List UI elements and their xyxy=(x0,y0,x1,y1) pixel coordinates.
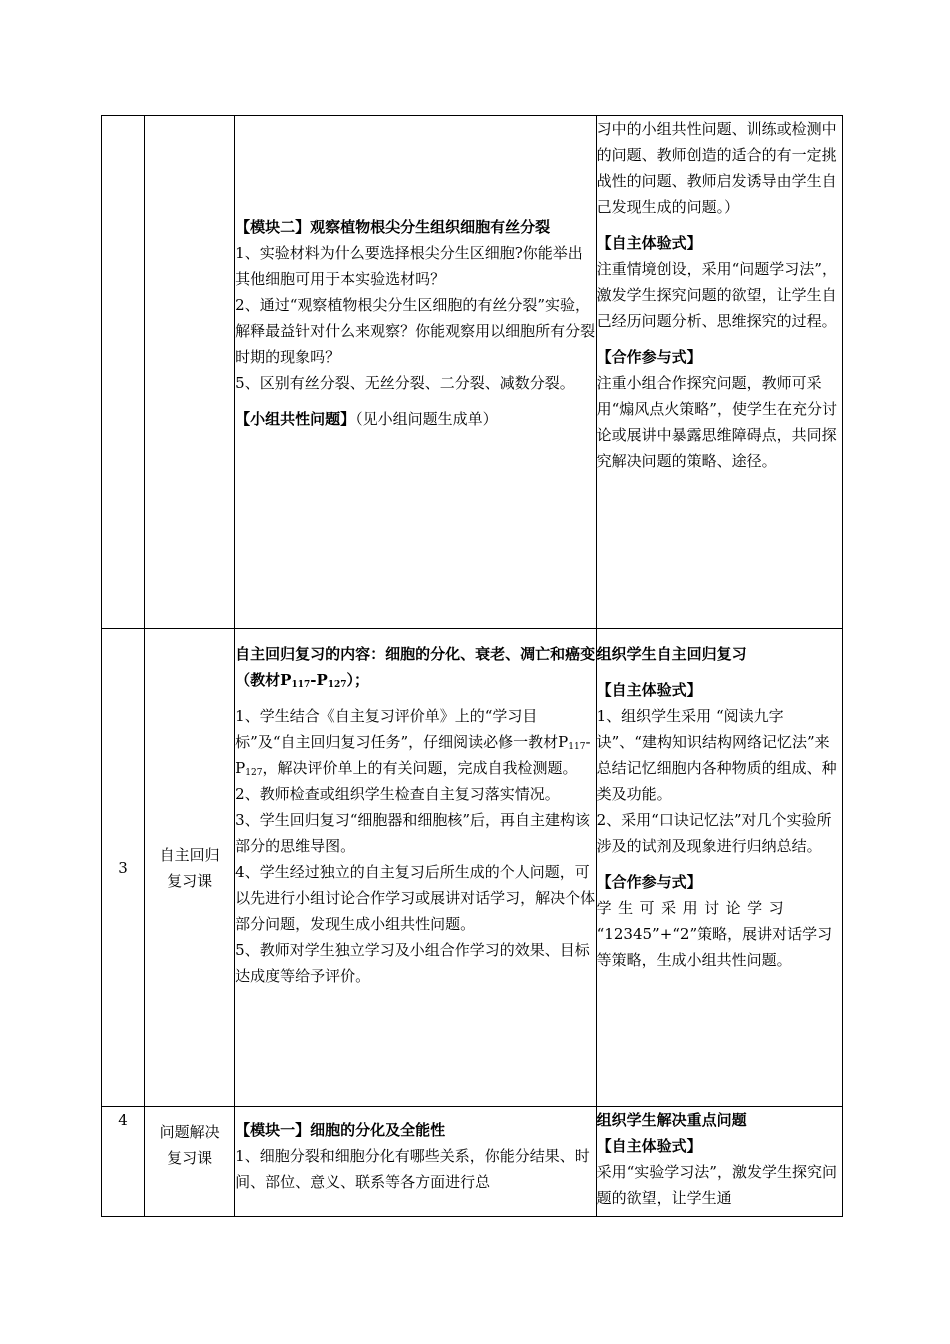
self-experience-text: 注重情境创设，采用“问题学习法”，激发学生探究问题的欲望，让学生自己经历问题分析、思维探究的过程。 xyxy=(596,260,837,330)
table-row-self-review xyxy=(102,629,843,1107)
self-experience-heading: 【自主体验式】 xyxy=(596,234,702,252)
stage-label-line-1: 问题解决 xyxy=(159,1123,220,1141)
cooperation-text: 注重小组合作探究问题，教师可采用“煽风点火策略”，使学生在充分讨论或展讲中暴露思维障碍点，共同探究解决问题的策略、途径。 xyxy=(596,374,837,470)
page-sub-start: 117 xyxy=(291,680,311,690)
self-experience-heading: 【自主体验式】 xyxy=(596,1137,702,1155)
method-cell xyxy=(596,1107,842,1217)
method-title: 组织学生自主回归复习 xyxy=(596,645,747,663)
method-continuation: 习中的小组共性问题、训练或检测中的问题、教师创造的适合的有一定挑战性的问题、教师启发诱导由学生自己发现生成的问题。） xyxy=(596,120,837,216)
lesson-plan-table xyxy=(101,115,843,1217)
row-number: 4 xyxy=(118,1111,128,1129)
page-sub-end: 127 xyxy=(327,680,347,690)
step-1-text-end: ，解决评价单上的有关问题，完成自我检测题。 xyxy=(262,759,578,777)
method-cell xyxy=(596,116,842,629)
self-experience-text: 采用“实验学习法”，激发学生探究问题的欲望，让学生通 xyxy=(596,1163,837,1207)
table-row-module-2 xyxy=(102,116,843,629)
cooperation-text-rest: “12345”+“2”策略，展讲对话学习等策略，生成小组共性问题。 xyxy=(596,925,833,969)
step-1-sub-end: 127 xyxy=(245,768,263,778)
review-title-end: ）； xyxy=(346,671,370,689)
stage-cell xyxy=(145,116,235,629)
question-1: 1、细胞分裂和细胞分化有哪些关系，你能分结果、时间、部位、意义、联系等各方面进行总 xyxy=(235,1147,590,1191)
content-cell xyxy=(235,1107,596,1217)
stage-label-line-2: 复习课 xyxy=(167,871,213,890)
review-title-dash: -P xyxy=(310,671,328,689)
table-row-problem-solving xyxy=(102,1107,843,1217)
cooperation-text-spread: 学生可采用讨论学习 xyxy=(596,899,791,917)
content-cell xyxy=(235,629,596,1107)
method-title: 组织学生解决重点问题 xyxy=(596,1111,747,1129)
cooperation-heading: 【合作参与式】 xyxy=(596,873,702,891)
review-title-text: 自主回归复习的内容：细胞的分化、衰老、凋亡和癌变（教材P xyxy=(235,645,596,689)
step-5: 5、教师对学生独立学习及小组合作学习的效果、目标达成度等给予评价。 xyxy=(235,941,590,985)
step-1-text: 1、学生结合《自主复习评价单》上的“学习目标”及“自主回归复习任务”，仔细阅读必修一教材P xyxy=(235,707,569,751)
question-1: 1、实验材料为什么要选择根尖分生区细胞?你能举出其他细胞可用于本实验选材吗？ xyxy=(235,244,583,288)
method-cell xyxy=(596,629,842,1107)
self-experience-step-1: 1、组织学生采用 “阅读九字诀”、“建构知识结构网络记忆法”来总结记忆细胞内各种物质的组成、种类及功能。 xyxy=(596,707,837,803)
step-4: 4、学生经过独立的自主复习后所生成的个人问题，可以先进行小组讨论合作学习或展讲对话学习，解决个体部分问题，发现生成小组共性问题。 xyxy=(235,863,596,933)
cooperation-heading: 【合作参与式】 xyxy=(596,348,702,366)
row-number: 3 xyxy=(118,858,128,877)
self-experience-step-2: 2、采用“口诀记忆法”对几个实验所涉及的试剂及现象进行归纳总结。 xyxy=(596,811,832,855)
self-experience-heading: 【自主体验式】 xyxy=(596,681,702,699)
step-1 xyxy=(235,703,595,781)
row-number-cell xyxy=(102,116,145,629)
group-question-label: 【小组共性问题】 xyxy=(235,410,356,428)
question-2: 2、通过“观察植物根尖分生区细胞的有丝分裂”实验，解释最益针对什么来观察？你能观察用以细胞所有分裂时期的现象吗？ xyxy=(235,296,596,366)
cooperation-text xyxy=(597,895,842,973)
module-title: 【模块一】细胞的分化及全能性 xyxy=(235,1121,446,1139)
group-question-line xyxy=(235,406,595,432)
row-number-cell xyxy=(102,1107,145,1217)
question-5: 5、区别有丝分裂、无丝分裂、二分裂、减数分裂。 xyxy=(235,374,575,392)
step-1-sub-start: 117 xyxy=(568,742,586,752)
stage-label-line-1: 自主回归 xyxy=(159,845,220,864)
step-1-dash: -P xyxy=(235,733,591,777)
step-3: 3、学生回归复习“细胞器和细胞核”后，再自主建构该部分的思维导图。 xyxy=(235,811,591,855)
content-cell xyxy=(235,116,596,629)
stage-label-line-2: 复习课 xyxy=(167,1149,213,1167)
module-title: 【模块二】观察植物根尖分生组织细胞有丝分裂 xyxy=(235,218,551,236)
review-content-title xyxy=(235,641,595,693)
row-number-cell xyxy=(102,629,145,1107)
stage-cell xyxy=(145,629,235,1107)
step-2: 2、教师检查或组织学生检查自主复习落实情况。 xyxy=(235,785,560,803)
stage-cell xyxy=(145,1107,235,1217)
group-question-note: （见小组问题生成单） xyxy=(355,410,498,428)
